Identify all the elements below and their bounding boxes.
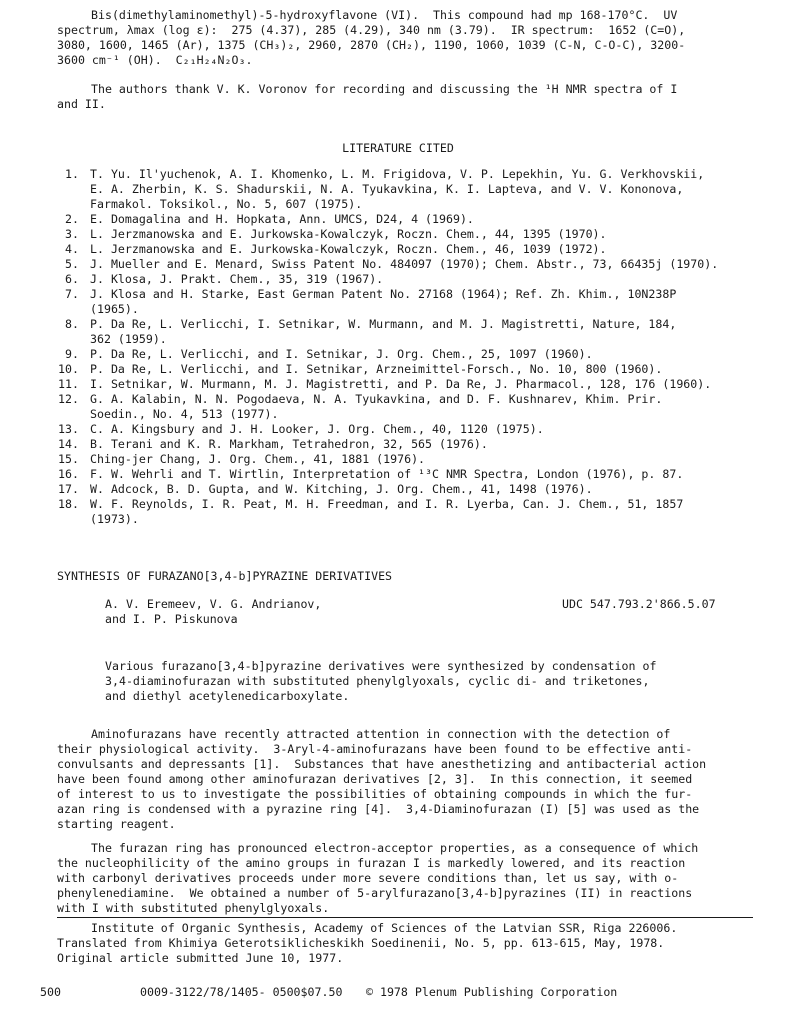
para2-line-5: with I with substituted phenylglyoxals.: [57, 901, 330, 915]
reference-number: 1.: [65, 167, 79, 181]
reference-text: (1973).: [90, 512, 139, 526]
reference-text: G. A. Kalabin, N. N. Pogodaeva, N. A. Tyukavkina, and D. F. Kushnarev, Khim. Prir.: [90, 392, 663, 406]
compound-vi-line-2: spectrum, λmax (log ε): 275 (4.37), 285 (4.29), 340 nm (3.79). IR spectrum: 1652 (C=O),: [57, 23, 686, 37]
reference-text: Farmakol. Toksikol., No. 5, 607 (1975).: [90, 197, 363, 211]
affiliation-line-1: Institute of Organic Synthesis, Academy of Sciences of the Latvian SSR, Riga 226006.: [91, 921, 678, 935]
para1-line-7: starting reagent.: [57, 817, 176, 831]
reference-number: 17.: [58, 482, 79, 496]
reference-number: 2.: [65, 212, 79, 226]
reference-number: 10.: [58, 362, 79, 376]
acknowledgment-line-1: The authors thank V. K. Voronov for recording and discussing the ¹H NMR spectra of I: [91, 82, 678, 96]
reference-number: 11.: [58, 377, 79, 391]
reference-text: B. Terani and K. R. Markham, Tetrahedron, 32, 565 (1976).: [90, 437, 488, 451]
reference-text: P. Da Re, L. Verlicchi, and I. Setnikar, J. Org. Chem., 25, 1097 (1960).: [90, 347, 593, 361]
reference-number: 12.: [58, 392, 79, 406]
reference-text: I. Setnikar, W. Murmann, M. J. Magistretti, and P. Da Re, J. Pharmacol., 128, 176 (1960).: [90, 377, 712, 391]
reference-text: 362 (1959).: [90, 332, 167, 346]
udc-number: UDC 547.793.2'866.5.07: [562, 597, 716, 611]
para1-line-1: Aminofurazans have recently attracted attention in connection with the detection of: [91, 727, 671, 741]
reference-number: 15.: [58, 452, 79, 466]
abstract-line-3: and diethyl acetylenedicarboxylate.: [105, 689, 350, 703]
reference-text: C. A. Kingsbury and J. H. Looker, J. Org. Chem., 40, 1120 (1975).: [90, 422, 544, 436]
compound-vi-line-4: 3600 cm⁻¹ (OH). C₂₁H₂₄N₂O₃.: [57, 53, 253, 67]
reference-text: W. Adcock, B. D. Gupta, and W. Kitching, J. Org. Chem., 41, 1498 (1976).: [90, 482, 593, 496]
affiliation-line-3: Original article submitted June 10, 1977.: [57, 951, 344, 965]
reference-text: (1965).: [90, 302, 139, 316]
reference-text: Soedin., No. 4, 513 (1977).: [90, 407, 279, 421]
reference-text: L. Jerzmanowska and E. Jurkowska-Kowalczyk, Roczn. Chem., 44, 1395 (1970).: [90, 227, 607, 241]
para1-line-4: have been found among other aminofurazan derivatives [2, 3]. In this connection, it seemed: [57, 772, 693, 786]
para2-line-4: phenylenediamine. We obtained a number of 5-arylfurazano[3,4-b]pyrazines (II) in reactions: [57, 886, 693, 900]
para1-line-6: azan ring is condensed with a pyrazine ring [4]. 3,4-Diaminofurazan (I) [5] was used as the: [57, 802, 700, 816]
reference-text: P. Da Re, L. Verlicchi, I. Setnikar, W. Murmann, and M. J. Magistretti, Nature, 184,: [90, 317, 677, 331]
authors-line-1: A. V. Eremeev, V. G. Andrianov,: [105, 597, 322, 611]
abstract-line-2: 3,4-diaminofurazan with substituted phenylglyoxals, cyclic di- and triketones,: [105, 674, 650, 688]
para1-line-5: of interest to us to investigate the possibilities of obtaining compounds in which the fur-: [57, 787, 693, 801]
compound-vi-line-3: 3080, 1600, 1465 (Ar), 1375 (CH₃)₂, 2960, 2870 (CH₂), 1190, 1060, 1039 (C-N, C-O-C), 3200-: [57, 38, 686, 52]
para2-line-2: the nucleophilicity of the amino groups in furazan I is markedly lowered, and its reaction: [57, 856, 686, 870]
reference-text: J. Klosa, J. Prakt. Chem., 35, 319 (1967).: [90, 272, 384, 286]
reference-number: 9.: [65, 347, 79, 361]
reference-number: 4.: [65, 242, 79, 256]
reference-number: 14.: [58, 437, 79, 451]
para2-line-1: The furazan ring has pronounced electron-acceptor properties, as a consequence of which: [91, 841, 699, 855]
acknowledgment-line-2: and II.: [57, 97, 106, 111]
reference-text: E. A. Zherbin, K. S. Shadurskii, N. A. Tyukavkina, K. I. Lapteva, and V. V. Kononova,: [90, 182, 684, 196]
copyright-code: 0009-3122/78/1405- 0500$07.50: [140, 985, 343, 999]
reference-number: 6.: [65, 272, 79, 286]
article-title: SYNTHESIS OF FURAZANO[3,4-b]PYRAZINE DERIVATIVES: [57, 569, 393, 583]
reference-number: 5.: [65, 257, 79, 271]
reference-number: 16.: [58, 467, 79, 481]
reference-text: E. Domagalina and H. Hopkata, Ann. UMCS, D24, 4 (1969).: [90, 212, 474, 226]
reference-number: 18.: [58, 497, 79, 511]
reference-text: F. W. Wehrli and T. Wirtlin, Interpretation of ¹³C NMR Spectra, London (1976), p. 87.: [90, 467, 684, 481]
reference-number: 3.: [65, 227, 79, 241]
reference-text: Ching-jer Chang, J. Org. Chem., 41, 1881 (1976).: [90, 452, 426, 466]
compound-vi-line-1: Bis(dimethylaminomethyl)-5-hydroxyflavone (VI). This compound had mp 168-170°C. UV: [91, 8, 678, 22]
reference-text: J. Mueller and E. Menard, Swiss Patent No. 484097 (1970); Chem. Abstr., 73, 66435j (1970).: [90, 257, 719, 271]
affiliation-line-2: Translated from Khimiya Geterotsiklicheskikh Soedinenii, No. 5, pp. 613-615, May, 1978.: [57, 936, 665, 950]
literature-cited-heading: LITERATURE CITED: [342, 141, 454, 155]
authors-line-2: and I. P. Piskunova: [105, 612, 238, 626]
copyright-notice: © 1978 Plenum Publishing Corporation: [366, 985, 618, 999]
reference-text: P. Da Re, L. Verlicchi, and I. Setnikar, Arzneimittel-Forsch., No. 10, 800 (1960).: [90, 362, 663, 376]
reference-text: W. F. Reynolds, I. R. Peat, M. H. Freedman, and I. R. Lyerba, Can. J. Chem., 51, 1857: [90, 497, 684, 511]
para1-line-2: their physiological activity. 3-Aryl-4-aminofurazans have been found to be effective anti-: [57, 742, 693, 756]
abstract-line-1: Various furazano[3,4-b]pyrazine derivatives were synthesized by condensation of: [105, 659, 657, 673]
reference-number: 13.: [58, 422, 79, 436]
para2-line-3: with carbonyl derivatives proceeds under more severe conditions than, let us say, with o-: [57, 871, 679, 885]
reference-text: T. Yu. Il'yuchenok, A. I. Khomenko, L. M. Frigidova, V. P. Lepekhin, Yu. G. Verkhovskii,: [90, 167, 705, 181]
footnote-rule: [57, 917, 753, 918]
para1-line-3: convulsants and depressants [1]. Substances that have anesthetizing and antibacterial action: [57, 757, 707, 771]
reference-number: 7.: [65, 287, 79, 301]
page-number: 500: [40, 985, 61, 999]
reference-text: J. Klosa and H. Starke, East German Patent No. 27168 (1964); Ref. Zh. Khim., 10N238P: [90, 287, 677, 301]
reference-text: L. Jerzmanowska and E. Jurkowska-Kowalczyk, Roczn. Chem., 46, 1039 (1972).: [90, 242, 607, 256]
reference-number: 8.: [65, 317, 79, 331]
